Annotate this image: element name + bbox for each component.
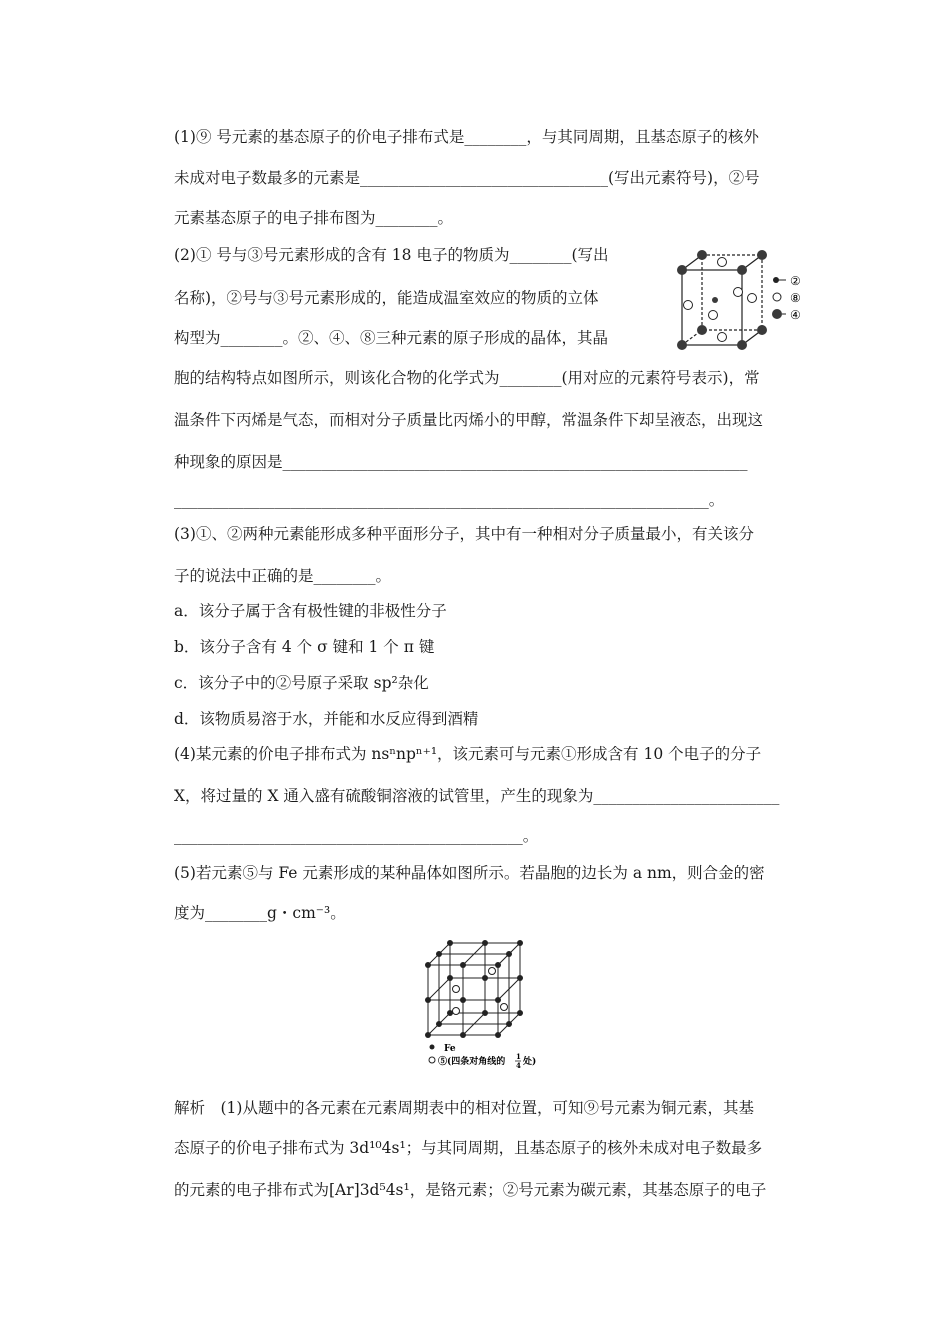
fraction-numerator: 1 — [516, 1052, 521, 1061]
analysis-line: 的元素的电子排布式为[Ar]3d⁵4s¹，是铬元素；②号元素为碳元素，其基态原子的电子 — [174, 1181, 767, 1199]
legend-label: ⑧ — [790, 291, 801, 305]
analysis-line: 态原子的价电子排布式为 3d¹⁰4s¹；与其同周期，且基态原子的核外未成对电子数最多 — [174, 1139, 763, 1157]
option-a: a．该分子属于含有极性键的非极性分子 — [174, 602, 447, 620]
text-line: 名称)，②号与③号元素形成的，能造成温室效应的物质的立体 — [174, 289, 599, 307]
legend-fe: Fe — [444, 1044, 456, 1054]
text-line: (3)①、②两种元素能形成多种平面形分子，其中有一种相对分子质量最小，有关该分 — [174, 525, 754, 543]
option-b: b．该分子含有 4 个 σ 键和 1 个 π 键 — [174, 638, 435, 656]
text-line: 胞的结构特点如图所示，则该化合物的化学式为________(用对应的元素符号表示)，常 — [174, 369, 760, 387]
text-line: (1)⑨ 号元素的基态原子的价电子排布式是________，与其同周期，且基态原子的核外 — [174, 128, 759, 146]
legend-other: ⑤(四条对角线的 — [438, 1057, 506, 1067]
text-line: _____________________________________________________________________。 — [174, 491, 725, 509]
text-line: (4)某元素的价电子排布式为 nsⁿnpⁿ⁺¹，该元素可与元素①形成含有 10 个电子的分子 — [174, 745, 762, 763]
fe-lattice-figure — [420, 935, 550, 1070]
text-line: _____________________________________________。 — [174, 827, 539, 845]
text-line: 未成对电子数最多的元素是________________________________(写出元素符号)，②号 — [174, 169, 760, 187]
text-line: 元素基态原子的电子排布图为________。 — [174, 209, 454, 227]
analysis-line: 解析 (1)从题中的各元素在元素周期表中的相对位置，可知⑨号元素为铜元素，其基 — [174, 1099, 754, 1117]
text-line: 温条件下丙烯是气态，而相对分子质量比丙烯小的甲醇，常温条件下却呈液态，出现这 — [174, 411, 764, 429]
text-line: 种现象的原因是____________________________________________________________ — [174, 453, 748, 471]
legend-label: ② — [790, 274, 801, 288]
text-line: 构型为________。②、④、⑧三种元素的原子形成的晶体，其晶 — [174, 329, 609, 347]
text-line: X，将过量的 X 通入盛有硫酸铜溶液的试管里，产生的现象为________________________ — [174, 787, 780, 805]
text-line: 子的说法中正确的是________。 — [174, 567, 392, 585]
fraction-denominator: 4 — [516, 1061, 521, 1070]
text-line: 度为________g・cm⁻³。 — [174, 904, 346, 922]
option-c: c．该分子中的②号原子采取 sp²杂化 — [174, 674, 429, 692]
legend-tail: 处) — [523, 1057, 537, 1067]
legend-label: ④ — [790, 308, 801, 322]
text-line: (2)① 号与③号元素形成的含有 18 电子的物质为________(写出 — [174, 246, 609, 264]
text-line: (5)若元素⑤与 Fe 元素形成的某种晶体如图所示。若晶胞的边长为 a nm，则合金的密 — [174, 864, 765, 882]
unit-cell-figure — [666, 240, 816, 360]
option-d: d．该物质易溶于水，并能和水反应得到酒精 — [174, 710, 479, 728]
